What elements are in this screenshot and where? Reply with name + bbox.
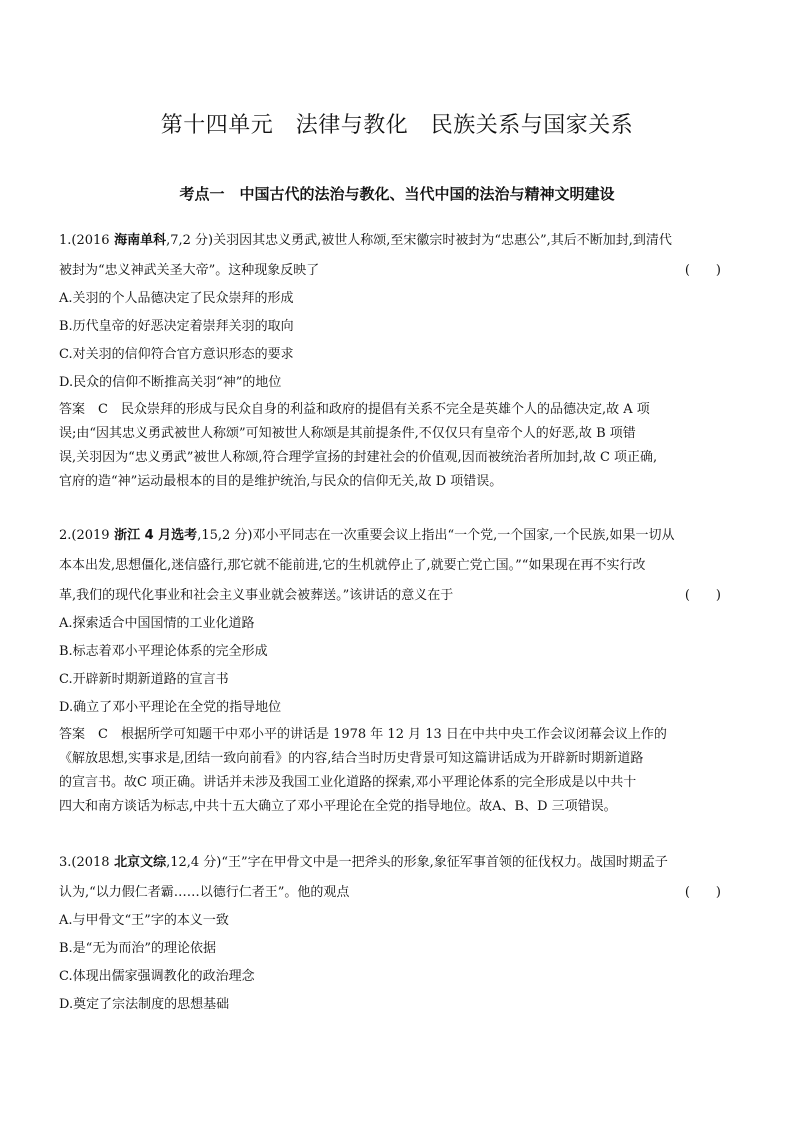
answer-blank: ( ) bbox=[684, 263, 721, 278]
question-stem bbox=[59, 852, 727, 904]
option-d: D.民众的信仰不断推高关羽“神”的地位 bbox=[59, 375, 282, 390]
answer-label: 答案 C bbox=[59, 402, 121, 417]
option-b: B.历代皇帝的好恶决定着崇拜关羽的取向 bbox=[59, 319, 294, 334]
option-a: A.关羽的个人品德决定了民众崇拜的形成 bbox=[59, 291, 294, 306]
question-source: 北京文综 bbox=[109, 855, 167, 870]
question-stem bbox=[59, 525, 727, 607]
answer-explanation bbox=[59, 723, 727, 819]
option-d: D.奠定了宗法制度的思想基础 bbox=[59, 997, 230, 1012]
answer-blank: ( ) bbox=[684, 885, 721, 900]
option-c: C.开辟新时期新道路的宣言书 bbox=[59, 672, 229, 687]
question-stem bbox=[59, 230, 727, 282]
question-number: 1.(2016 bbox=[59, 233, 110, 248]
answer-label: 答案 C bbox=[59, 727, 121, 742]
question-number: 3.(2018 bbox=[59, 855, 110, 870]
option-b: B.是“无为而治”的理论依据 bbox=[59, 941, 216, 956]
answer-line: 《解放思想,实事求是,团结一致向前看》的内容,结合当时历史背景可知这篇讲话成为开辟新时期新道路 bbox=[59, 751, 644, 766]
option-c: C.对关羽的信仰符合官方意识形态的要求 bbox=[59, 347, 294, 362]
stem-line: 本本出发,思想僵化,迷信盛行,那它就不能前进,它的生机就停止了,就要亡党亡国。”“如果现在再不实行改 bbox=[59, 558, 646, 573]
option-d: D.确立了邓小平理论在全党的指导地位 bbox=[59, 700, 282, 715]
question-1 bbox=[59, 230, 727, 494]
question-source: 浙江 4 月选考 bbox=[109, 528, 198, 543]
stem-text: “王”字在甲骨文中是一把斧头的形象,象征军事首领的征伐权力。战国时期孟子 bbox=[221, 855, 668, 870]
stem-line bbox=[59, 585, 727, 607]
answer-explanation bbox=[59, 398, 727, 494]
stem-line bbox=[59, 852, 727, 874]
topic-title: 考点一 中国古代的法治与教化、当代中国的法治与精神文明建设 bbox=[179, 185, 615, 203]
answer-line: 误;由“因其忠义勇武被世人称颂”可知被世人称颂是其前提条件,不仅仅只有皇帝个人的好恶,故 B 项错 bbox=[59, 426, 636, 441]
stem-line bbox=[59, 260, 727, 282]
stem-text: 认为,“以力假仁者霸……以德行仁者王”。他的观点 bbox=[59, 885, 350, 900]
question-source-detail: ,12,4 分) bbox=[166, 855, 222, 870]
answer-line: 官府的造“神”运动最根本的目的是维护统治,与民众的信仰无关,故 D 项错误。 bbox=[59, 474, 503, 489]
stem-line bbox=[59, 230, 727, 252]
stem-text: 邓小平同志在一次重要会议上指出“一个党,一个国家,一个民族,如果一切从 bbox=[252, 528, 675, 543]
question-number: 2.(2019 bbox=[59, 528, 110, 543]
answer-line: 答案 C 根据所学可知题干中邓小平的讲话是 1978 年 12 月 13 日在中共中央工作会议闭幕会议上作的 bbox=[59, 723, 727, 747]
option-a: A.与甲骨文“王”字的本义一致 bbox=[59, 913, 229, 928]
question-source: 海南单科 bbox=[109, 233, 167, 248]
question-source-detail: ,7,2 分) bbox=[166, 233, 214, 248]
stem-text: 被封为“忠义神武关圣大帝”。这种现象反映了 bbox=[59, 263, 320, 278]
unit-title: 第十四单元 法律与教化 民族关系与国家关系 bbox=[160, 113, 634, 138]
question-2 bbox=[59, 525, 727, 819]
answer-line: 答案 C 民众崇拜的形成与民众自身的利益和政府的提倡有关系不完全是英雄个人的品德决定,故 A 项 bbox=[59, 398, 727, 422]
stem-line bbox=[59, 525, 727, 547]
answer-line: 误,关羽因为“忠义勇武”被世人称颂,符合理学宣扬的封建社会的价值观,因而被统治者所加封,故 C 项正确, bbox=[59, 450, 658, 465]
stem-line bbox=[59, 882, 727, 904]
option-a: A.探索适合中国国情的工业化道路 bbox=[59, 616, 255, 631]
option-c: C.体现出儒家强调教化的政治理念 bbox=[59, 969, 255, 984]
answer-blank: ( ) bbox=[684, 588, 721, 603]
stem-text: 革,我们的现代化事业和社会主义事业就会被葬送。”该讲话的意义在于 bbox=[59, 588, 454, 603]
stem-text: 关羽因其忠义勇武,被世人称颂,至宋徽宗时被封为“忠惠公”,其后不断加封,到清代 bbox=[213, 233, 672, 248]
question-3 bbox=[59, 852, 727, 1016]
answer-line: 的宣言书。故C 项正确。讲话并未涉及我国工业化道路的探索,邓小平理论体系的完全形成是以中共十 bbox=[59, 775, 637, 790]
question-source-detail: ,15,2 分) bbox=[197, 528, 253, 543]
option-b: B.标志着邓小平理论体系的完全形成 bbox=[59, 644, 268, 659]
answer-line: 四大和南方谈话为标志,中共十五大确立了邓小平理论在全党的指导地位。故A、B、D 三项错误。 bbox=[59, 799, 617, 814]
